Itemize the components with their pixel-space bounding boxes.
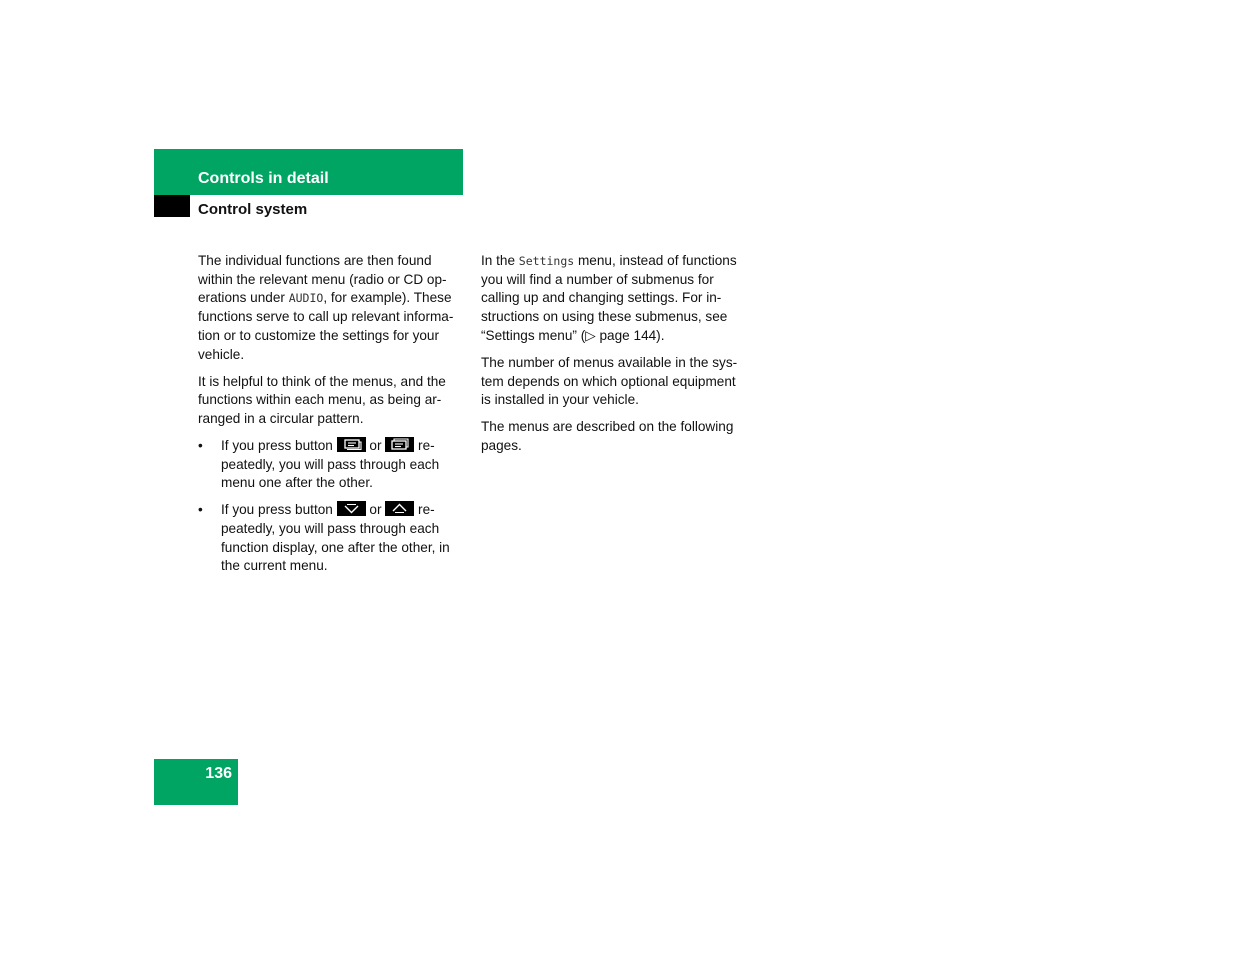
menu-code-audio: AUDIO [288,291,324,306]
bullet-list [198,437,466,576]
paragraph: The menus are described on the following pages. [481,419,734,453]
list-item: • If you press button or re-peatedly, you will pass through each function display, one after the other, in the current menu. [198,502,450,574]
paragraph: The number of menus available in the sys-tem depends on which optional equipment is installed in your vehicle. [481,354,738,408]
right-column [481,252,747,464]
menu-code-settings: Settings [518,254,575,268]
page-number: 136 [205,765,232,782]
list-item: • If you press button or re-peatedly, you will pass through each menu one after the other. [198,437,440,491]
arrow-up-icon [385,501,414,516]
subsection-title: Control system [198,201,308,218]
section-title: Controls in detail [198,170,329,187]
arrow-down-icon [337,501,366,516]
menu-forward-icon [337,437,366,452]
menu-back-icon [385,437,414,452]
left-column [198,252,466,584]
subsection-marker [154,195,190,217]
paragraph: It is helpful to think of the menus, and the functions within each menu, as being ar-ranged in a circular pattern. [198,373,446,426]
paragraph: The individual functions are then found within the relevant menu (radio or CD op-erations under AUDIO, for example). These functions serve to call up relevant informa-tion or to customize the settings for your vehicle. [198,253,454,362]
bullet-marker: • [198,437,203,453]
bullet-marker: • [198,502,203,518]
paragraph: In the Settings menu, instead of functions you will find a number of submenus for calling up and changing settings. For in-structions on using these submenus, see “Settings menu” (▷ page 144). [481,253,737,343]
